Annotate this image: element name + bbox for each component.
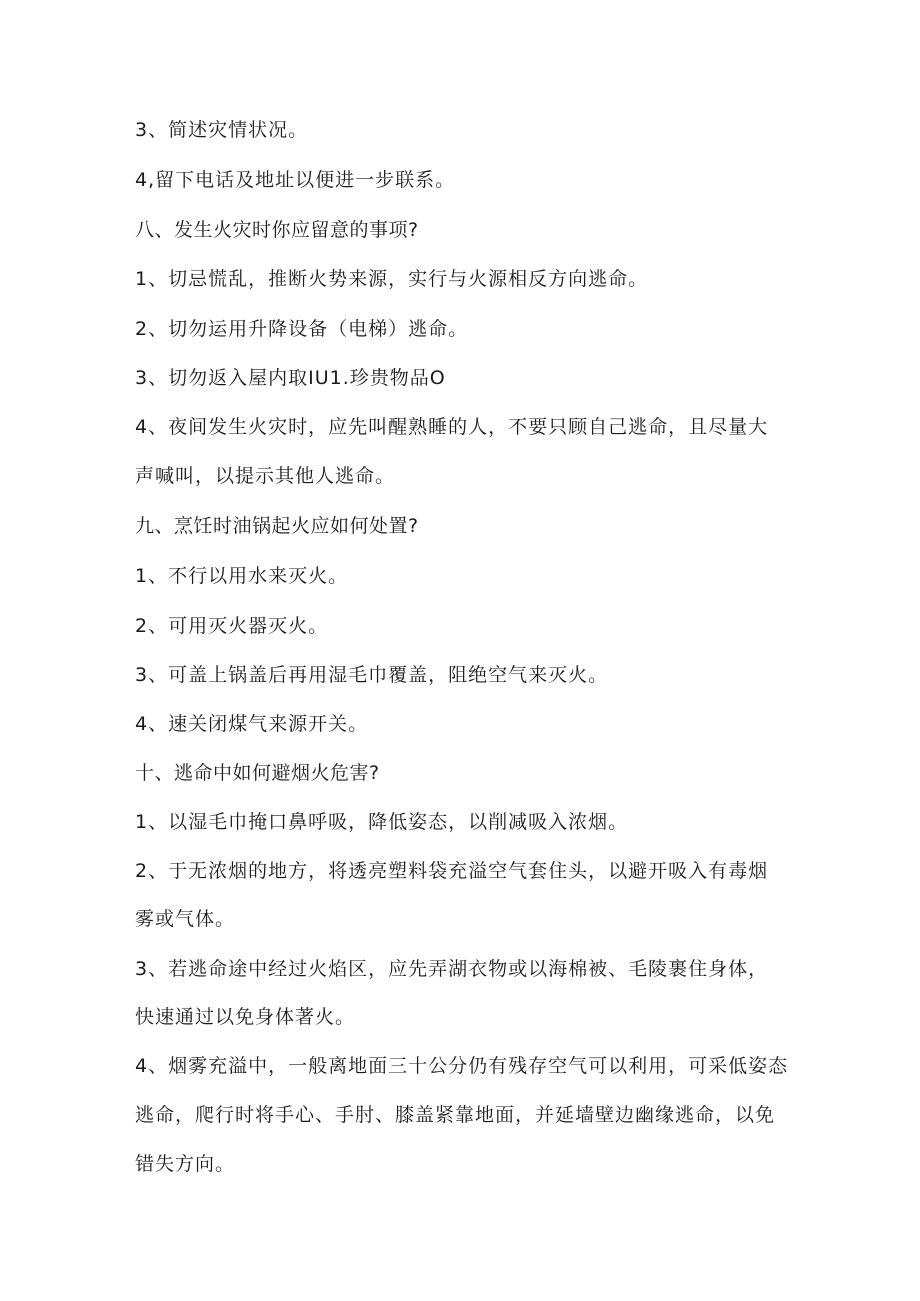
list-item-continuation: 错失方向。 [135,1153,236,1175]
list-item: 4,留下电话及地址以便进一步联系。 [135,169,456,191]
list-item-continuation: 雾或气体。 [135,908,236,930]
list-item: 4、速关闭煤气来源开关。 [135,713,369,735]
list-item: 3、切勿返入屋内取IU1.珍贵物品O [135,367,446,389]
list-item: 3、简述灾情状况。 [135,119,309,141]
section-heading-10: 十、逃命中如何避烟火危害? [135,762,380,784]
list-item: 1、切忌慌乱，推断火势来源，实行与火源相反方向逃命。 [135,268,649,290]
list-item: 3、可盖上锅盖后再用湿毛巾覆盖，阻绝空气来灭火。 [135,664,609,686]
section-heading-9: 九、烹饪时油锅起火应如何处置? [135,515,419,537]
list-item: 3、若逃命途中经过火焰区，应先弄湖衣物或以海棉被、毛陵裹住身体， [135,958,769,980]
list-item-continuation: 声喊叫，以提示其他人逃命。 [135,465,396,487]
section-heading-8: 八、发生火灾时你应留意的事项? [135,219,419,241]
list-item-continuation: 快速通过以免身体著火。 [135,1006,356,1028]
list-item: 4、烟雾充溢中，一般离地面三十公分仍有残存空气可以利用，可采低姿态 [135,1055,789,1077]
list-item: 2、可用灭火器灭火。 [135,615,329,637]
list-item: 4、夜间发生火灾时，应先叫醒熟睡的人，不要只顾自己逃命，且尽量大 [135,416,769,438]
list-item: 2、于无浓烟的地方，将透亮塑料袋充溢空气套住头，以避开吸入有毒烟 [135,860,769,882]
list-item: 2、切勿运用升降设备（电梯）逃命。 [135,318,469,340]
list-item: 1、不行以用水来灭火。 [135,565,349,587]
list-item-continuation: 逃命，爬行时将手心、手肘、膝盖紧靠地面，并延墙壁边幽缘逃命，以免 [135,1104,776,1126]
list-item: 1、以湿毛巾掩口鼻呼吸，降低姿态，以削减吸入浓烟。 [135,811,629,833]
